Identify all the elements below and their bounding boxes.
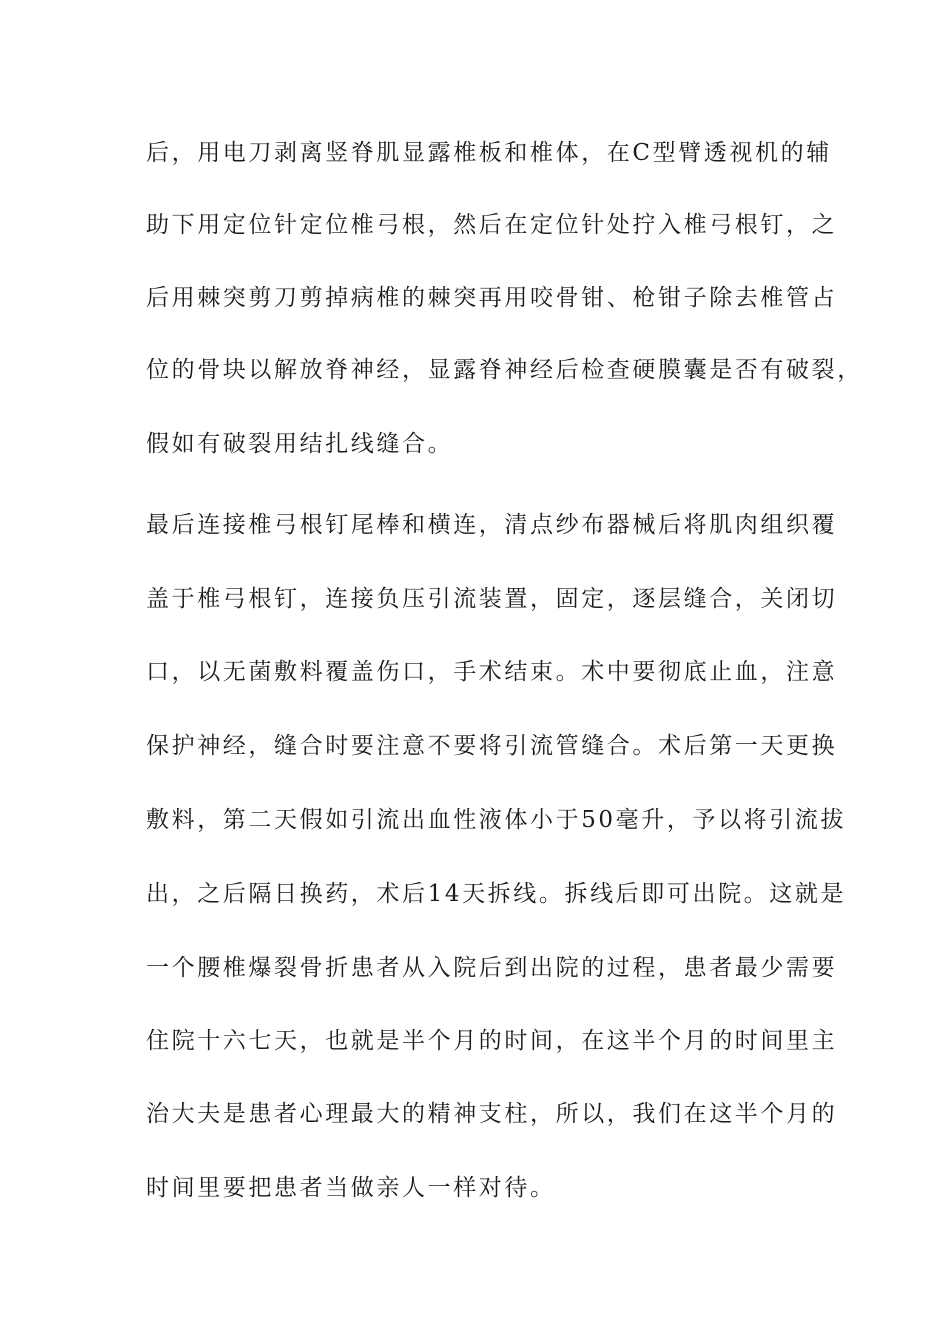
text-line: 口，以无菌敷料覆盖伤口，手术结束。术中要彻底止血，注意 [146, 659, 838, 685]
text-line: 敷料，第二天假如引流出血性液体小于50毫升，予以将引流拔 [146, 807, 847, 833]
text-line: 助下用定位针定位椎弓根，然后在定位针处拧入椎弓根钉，之 [146, 212, 838, 238]
text-line: 一个腰椎爆裂骨折患者从入院后到出院的过程，患者最少需要 [146, 955, 838, 981]
text-line: 时间里要把患者当做亲人一样对待。 [146, 1175, 556, 1201]
text-line: 盖于椎弓根钉，连接负压引流装置，固定，逐层缝合，关闭切 [146, 586, 838, 612]
text-line: 保护神经，缝合时要注意不要将引流管缝合。术后第一天更换 [146, 733, 838, 759]
text-line: 假如有破裂用结扎线缝合。 [146, 431, 454, 457]
text-line: 后用棘突剪刀剪掉病椎的棘突再用咬骨钳、枪钳子除去椎管占 [146, 285, 838, 311]
text-line: 出，之后隔日换药，术后14天拆线。拆线后即可出院。这就是 [146, 881, 847, 907]
text-line: 后，用电刀剥离竖脊肌显露椎板和椎体，在C型臂透视机的辅 [146, 140, 832, 166]
text-line: 治大夫是患者心理最大的精神支柱，所以，我们在这半个月的 [146, 1101, 838, 1127]
text-line: 位的骨块以解放脊神经，显露脊神经后检查硬膜囊是否有破裂， [146, 357, 863, 383]
text-line: 住院十六七天，也就是半个月的时间，在这半个月的时间里主 [146, 1028, 838, 1054]
text-line: 最后连接椎弓根钉尾棒和横连，清点纱布器械后将肌肉组织覆 [146, 512, 838, 538]
